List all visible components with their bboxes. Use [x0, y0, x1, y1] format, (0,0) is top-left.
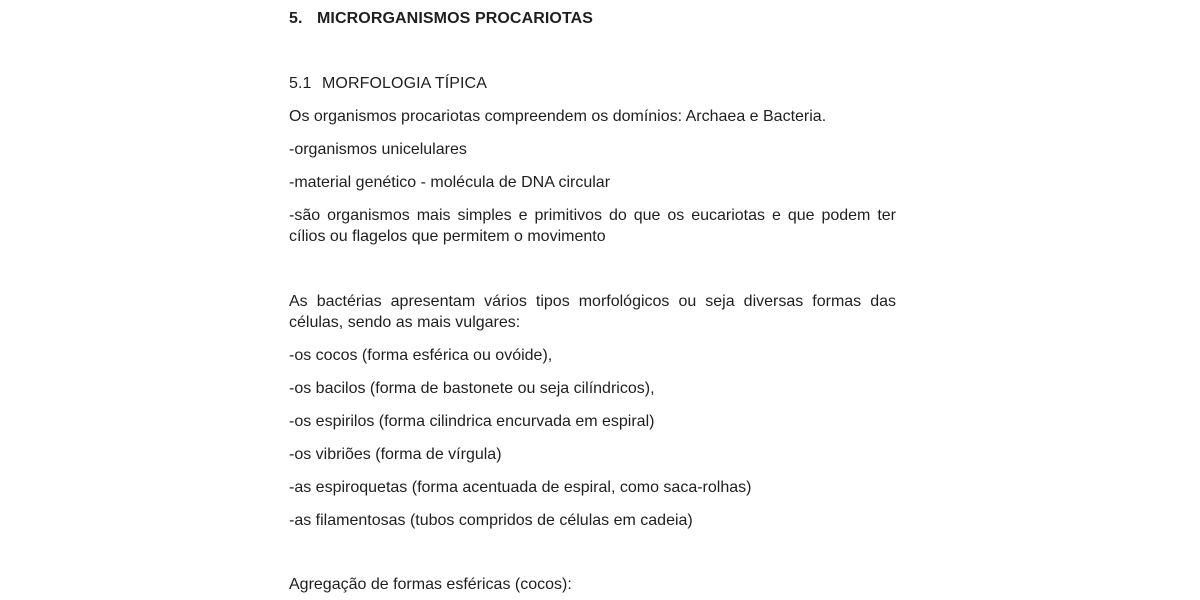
characteristic-item: -material genético - molécula de DNA circular: [289, 174, 611, 191]
form-item: -os espirilos (forma cilindrica encurvada em espiral): [289, 413, 655, 430]
document-content: [289, 8, 896, 531]
characteristic-item: -organismos unicelulares: [289, 141, 467, 158]
morphology-intro-paragraph: As bactérias apresentam vários tipos morfológicos ou seja diversas formas das células, sendo as mais vulgares:: [289, 293, 896, 331]
characteristic-item: -são organismos mais simples e primitivos do que os eucariotas e que podem ter cílios ou flagelos que permitem o movimento: [289, 207, 896, 245]
section-number: 5.: [289, 10, 303, 27]
form-item: -os cocos (forma esférica ou ovóide),: [289, 347, 553, 364]
subsection-number: 5.1: [289, 75, 312, 92]
section-title: MICRORGANISMOS PROCARIOTAS: [317, 10, 594, 27]
form-item: -os bacilos (forma de bastonete ou seja cilíndricos),: [289, 380, 655, 397]
subsection-heading: [289, 73, 896, 94]
form-item: -os vibriões (forma de vírgula): [289, 446, 502, 463]
subsection-title: MORFOLOGIA TÍPICA: [322, 75, 487, 92]
form-item: -as espiroquetas (forma acentuada de espiral, como saca-rolhas): [289, 479, 752, 496]
form-item: -as filamentosas (tubos compridos de células em cadeia): [289, 512, 693, 529]
intro-paragraph: Os organismos procariotas compreendem os domínios: Archaea e Bacteria.: [289, 108, 827, 125]
section-heading: [289, 8, 896, 29]
partial-next-heading: Agregação de formas esféricas (cocos):: [289, 576, 572, 593]
